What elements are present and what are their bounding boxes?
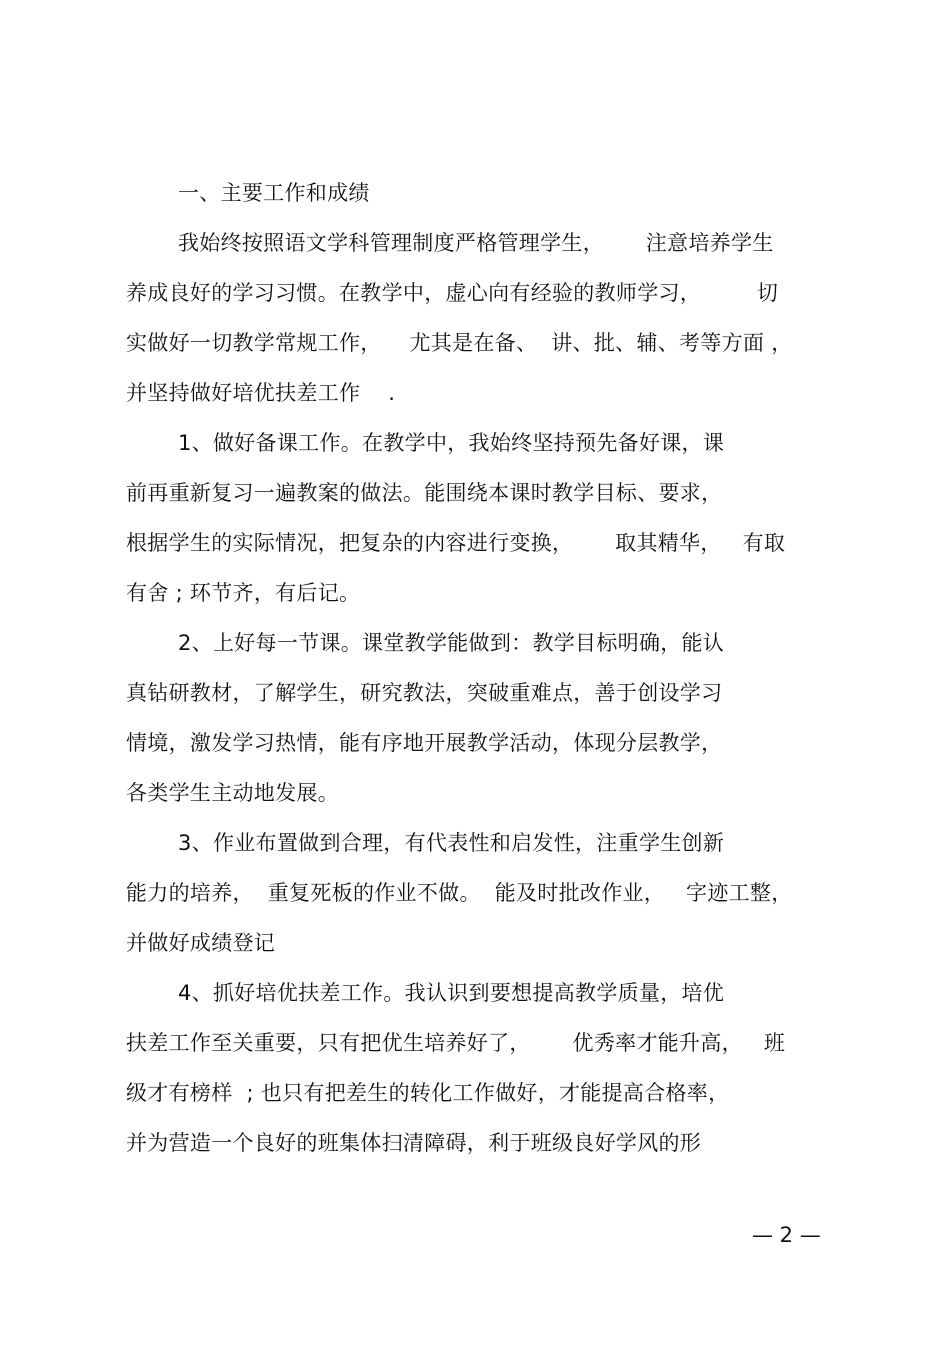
paragraph-line: 我始终按照语文学科管理制度严格管理学生， 注意培养学生	[178, 231, 774, 255]
paragraph-line: 2、上好每一节课。课堂教学能做到：教学目标明确，能认	[178, 631, 725, 655]
paragraph-line: 扶差工作至关重要，只有把优生培养好了， 优秀率才能升高， 班	[126, 1031, 786, 1055]
paragraph-line: 4、抓好培优扶差工作。我认识到要想提高教学质量，培优	[178, 981, 725, 1005]
paragraph-line: 实做好一切教学常规工作， 尤其是在备、 讲、批、辅、考等方面 ，	[126, 331, 793, 355]
paragraph-line: 3、作业布置做到合理，有代表性和启发性，注重学生创新	[178, 831, 725, 855]
paragraph-line: 级才有榜样 ; 也只有把差生的转化工作做好，才能提高合格率，	[126, 1081, 730, 1105]
paragraph-line: 1、做好备课工作。在教学中，我始终坚持预先备好课，课	[178, 431, 725, 455]
paragraph-line: 根据学生的实际情况，把复杂的内容进行变换， 取其精华， 有取	[126, 531, 786, 555]
paragraph-line: 并为营造一个良好的班集体扫清障碍，利于班级良好学风的形	[126, 1131, 702, 1155]
paragraph-line: 能力的培养， 重复死板的作业不做。 能及时批改作业， 字迹工整，	[126, 881, 793, 905]
paragraph-line: 各类学生主动地发展。	[126, 781, 339, 805]
paragraph-line: 并做好成绩登记	[126, 931, 276, 955]
paragraph-line: 养成良好的学习习惯。在教学中，虚心向有经验的教师学习， 切	[126, 281, 779, 305]
paragraph-line: 真钻研教材，了解学生，研究教法，突破重难点，善于创设学习	[126, 681, 723, 705]
paragraph-line: 有舍 ; 环节齐，有后记。	[126, 581, 361, 605]
paragraph-line: 前再重新复习一遍教案的做法。能围绕本课时教学目标、要求，	[126, 481, 723, 505]
paragraph-line: 并坚持做好培优扶差工作 .	[126, 381, 396, 405]
paragraph-line: 情境，激发学习热情，能有序地开展教学活动，体现分层教学，	[126, 731, 723, 755]
section-heading: 一、主要工作和成绩	[178, 181, 370, 205]
page-number: — 2 —	[752, 1223, 821, 1247]
